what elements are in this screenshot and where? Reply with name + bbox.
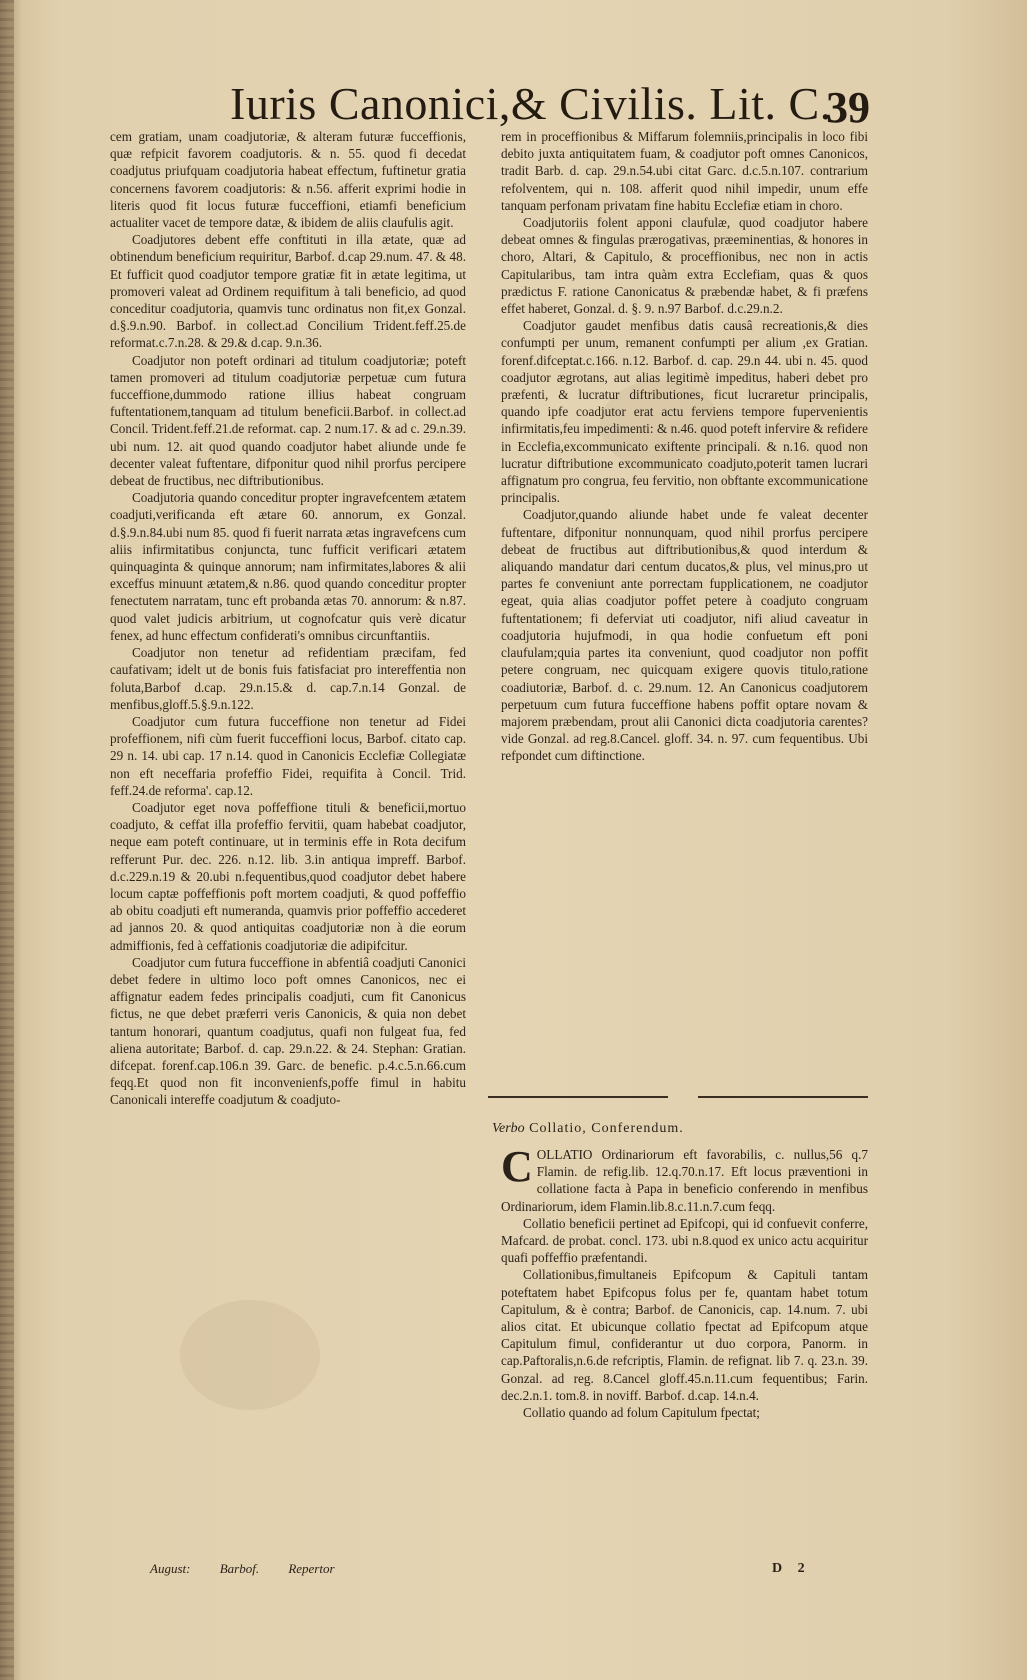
paragraph: Coadjutoria quando conceditur propter ingravefcentem ætatem coadjuti,verificanda eft ætare 60. annorum, ex Gonzal. d.§.9.n.84.ubi num 85. quod fi fuerit narrata ætas ingravefcens cum aliis infirmitatibus conjuncta, tunc fufficit verificari ætatem quinquaginta & quinque annorum; nam infirmitates,labores & alii exceffus minuunt ætatem,& n.86. quod quando conceditur propter fenectutem narratam, tunc eft probanda ætas 70. annorum: & n.87. quod valet judicis arbitrium, ut cognofcatur quis verè dicatur fenex, ad hunc effectum confiderati's omnibus circunftantiis.: [110, 490, 466, 643]
left-column: [110, 128, 466, 1109]
paper-stain: [180, 1300, 320, 1410]
paragraph: Coadjutor cum futura fucceffione non tenetur ad Fidei profeffionem, nifi cùm fuerit fucceffioni locus, Barbof. citato cap. 29 n. 14. ubi cap. 17 n.14. quod in Canonicis Ecclefiæ Collegiatæ non eft neceffaria profeffio Fidei, requifita à Concil. Trid. feff.24.de reforma'. cap.12.: [110, 713, 466, 798]
signature-mark: D 2: [772, 1561, 811, 1576]
paragraph: Coadjutor cum futura fucceffione in abfentiâ coadjuti Canonici debet federe in ultimo loco poft omnes Canonicos, nec ei affignatur eadem fedes principalis coadjuti, cum fit Canonicus fictus, ne que debet præferri veris Canonicis, & quia non debet tantum honorari, quantum coadjutus, quafi non fulgeat fua, fed aliena autoritate; Barbof. d. cap. 29.n.22. & 24. Stephan: Gratian. difcepat. forenf.cap.106.n 39. Garc. de benefic. p.4.c.5.n.66.cum feqq.Et quod non fit inconvenienfs,poffe fimul in habitu Canonicali intereffe coadjutum & coadjuto-: [110, 954, 466, 1108]
drop-cap: C: [501, 1142, 533, 1191]
paragraph: Coadjutor non poteft ordinari ad titulum coadjutoriæ; poteft tamen promoveri ad titulum coadjutoriæ perpetuæ cum futura fucceffione,dummodo ratione illius habeat congruam fuftentationem,tanquam ad titulum beneficii.Barbof. in collect.ad Concil. Trident.feff.21.de reformat. cap. 2 num.17. & ad c. 29.n.39. ubi num. 12. ait quod quando coadjutor habet aliunde unde fe decenter valeat fuftentare, difponitur quod nihil prorfus percipere debeat de fructibus, nec diftributionibus.: [110, 352, 466, 489]
rule-line: [488, 1096, 668, 1098]
page-number: 39: [826, 83, 870, 132]
catchword: Repertor: [288, 1561, 335, 1576]
section-divider: [488, 1096, 868, 1102]
paragraph: Coadjutor gaudet menfibus datis causâ recreationis,& dies confumpti per unum, remanent confumpti per alium ,ex Gratian. forenf.difceptat.c.166. n.12. Barbof. d. cap. 29.n 44. ubi n. 45. quod coadjutor ægrotans, aut alias legitimè impeditus, haberi debet pro præfenti, & lucratur diftributiones, ficut lucraretur principalis, quando ipfe coadjutor erat actu ferviens tempore fupervenientis infirmitatis,feu impedimenti: & n.46. quod poteft infervire & refidere in Ecclefia,excommunicato exiftente principali. & n.16. quod non lucratur diftributione excommunicato coadjuto,poterit tamen lucrari affignatum pro congrua, feu fervitio, non obftante excommunicatione principalis.: [501, 318, 868, 506]
rule-line: [698, 1096, 868, 1098]
paragraph: Coadjutor eget nova poffeffione tituli & beneficii,mortuo coadjuto, & ceffat illa profeffio fervitii, quam habebat coadjutor, neque eam poteft continuare, ut in terminis effe in Rota decifum refferunt Pur. dec. 226. n.12. lib. 3.in antiqua impreff. Barbof. d.c.229.n.19 & 20.ubi n.fequentibus,quod coadjutor debet habere locum captæ poffeffionis poft mortem coadjuti, & quod poffeffio ab obitu coadjuti eft numeranda, quamvis prior poffeffio accederet ad jannos 20. & quod antiquitas coadjutoriæ non à die eorum admiffionis, fed à ceffationis coadjutoriæ die adipifcitur.: [110, 799, 466, 953]
paragraph: cem gratiam, unam coadjutoriæ, & alteram futuræ fucceffionis, quæ refpicit favorem coadjutoris. & n. 55. quod fi decedat coadjutus priufquam coadjutoria habeat effectum, fuftinetur gratia concernens favorem coadjutoris: & n.56. afferit exprimi hodie in literis quod fit locus futuræ fucceffioni, etiamfi beneficium actualiter vacet de tempore datæ, & ibidem de aliis claufulis agit.: [110, 129, 466, 231]
catchwords: [150, 1560, 470, 1578]
paragraph-text: OLLATIO Ordinariorum eft favorabilis, c. nullus,56 q.7 Flamin. de refig.lib. 12.q.70.n.17. Eft locus præventioni in collatione facta à Papa in beneficio conferendo in menfibus Ordinariorum, idem Flamin.lib.8.c.11.n.7.cum feqq.: [501, 1147, 868, 1214]
right-column: [501, 128, 868, 765]
paragraph: Coadjutor non tenetur ad refidentiam præcifam, fed caufativam; idelt ut de bonis fuis fatisfaciat pro intereffentia non foluta,Barbof d.cap. 29.n.15.& d. cap.7.n.14 Gonzal. de menfibus,gloff.5.§.9.n.122.: [110, 645, 466, 712]
right-column-lower: [501, 1142, 868, 1421]
paragraph: Collatio quando ad folum Capitulum fpectat;: [523, 1405, 760, 1421]
catchword: August:: [150, 1561, 191, 1576]
binding-edge: [0, 0, 14, 1680]
paragraph: Coadjutoriis folent apponi claufulæ, quod coadjutor habere debeat omnes & fingulas prærogativas, præeminentias, & honores in choro, Altari, & Capitulo, & proceffionibus, nec non in actis Capitularibus, tam intra quàm extra Ecclefiam, quas & quos prædictus F. ratione Canonicatus & præbendæ habet, & fi præfens effet haberet, Gonzal. d. §. 9. n.97 Barbof. d.c.29.n.2.: [501, 215, 868, 317]
paragraph: Collatio beneficii pertinet ad Epifcopi, qui id confuevit conferre, Mafcard. de probat. concl. 173. ubi n.8.quod ex unico actu acquiritur quafi poffeffio præfentandi.: [501, 1215, 868, 1266]
verbo-label: Verbo: [492, 1121, 525, 1136]
heading-text: Collatio, Conferendum.: [529, 1121, 684, 1136]
paragraph: [501, 1142, 868, 1215]
paragraph: Collationibus,fimultaneis Epifcopum & Capituli tantam poteftatem habet Epifcopus folus per fe, quantam habet totum Capitulum, & è contra; Barbof. de Canonicis, cap. 14.num. 7. ubi alios citat. Et ubicunque collatio fpectat ad Epifcopum atque Capitulum fimul, confiderantur ut duo corpora, Panorm. in cap.Paftoralis,n.6.de refcriptis, Flamin. de refignat. lib 7. q. 23.n. 39. Gonzal. ad reg. 8.Cancel gloff.45.n.11.cum fequentibus; Farin. dec.2.n.1. tom.8. in noviff. Barbof. d.cap. 14.n.4.: [501, 1267, 868, 1403]
paragraph: Coadjutores debent effe conftituti in illa ætate, quæ ad obtinendum beneficium requiritur, Barbof. d.cap 29.num. 47. & 48. Et fufficit quod coadjutor tempore gratiæ fit in ætate legitima, ut promoveri valeat ad Ordinem requifitum à tali beneficio, ad quod conceditur coadjutoria, quamvis tunc ordinatus non fit,ex Gonzal. d.§.9.n.90. Barbof. in collect.ad Concilium Trident.feff.25.de reformat.c.7.n.28. & 29.& d.cap. 9.n.36.: [110, 232, 466, 351]
section-heading: [492, 1118, 870, 1140]
catchword: Barbof.: [219, 1561, 260, 1576]
paragraph: Coadjutor,quando aliunde habet unde fe valeat decenter fuftentare, difponitur nonnunquam, quod nihil prorfus percipere debeat de fructibus aut diftributionibus,& quod interdum & aliquando mandatur dari centum ducatos,& plus, vel minus,pro ut partes fe conveniunt ante porrectam fupplicationem, ne coadjutor egeat, quia alias coadjutor poffet petere à coadjuto congruam fuftentationem; fi deferviat uti coadjutor, nifi aliud caveatur in coadjutoria hujufmodi, in qua hodie confuetum eft poni claufulam;quia partes ita conveniunt, quod coadjutor non poffit petere congruam, nec quicquam exigere quovis titulo,ratione coadiutoriæ, Barbof. d. c. 29.num. 12. An Canonicus coadjutorem perpetuum cum futura fucceffione habens poffit optare novam & majorem præbendam, prout alii Canonici dicta coadjutoria carentes? vide Gonzal. ad reg.8.Cancel. gloff. 34. n. 97. cum fequentibus. Ubi refpondet cum diftinctione.: [501, 507, 868, 764]
running-header: Iuris Canonici,& Civilis. Lit. C.: [230, 78, 832, 129]
paragraph: rem in proceffionibus & Miffarum folemniis,principalis in loco fibi debito juxta antiquitatem fuam, & coadjutor poft omnes Canonicos, tradit Barb. d. cap. 29.n.54.ubi citat Garc. d.c.5.n.107. contrarium refolventem, qui n. 108. afferit quod nihil impedir, unum effe tanquam perfonam privatam fine habitu Ecclefiæ etiam in choro.: [501, 129, 868, 213]
